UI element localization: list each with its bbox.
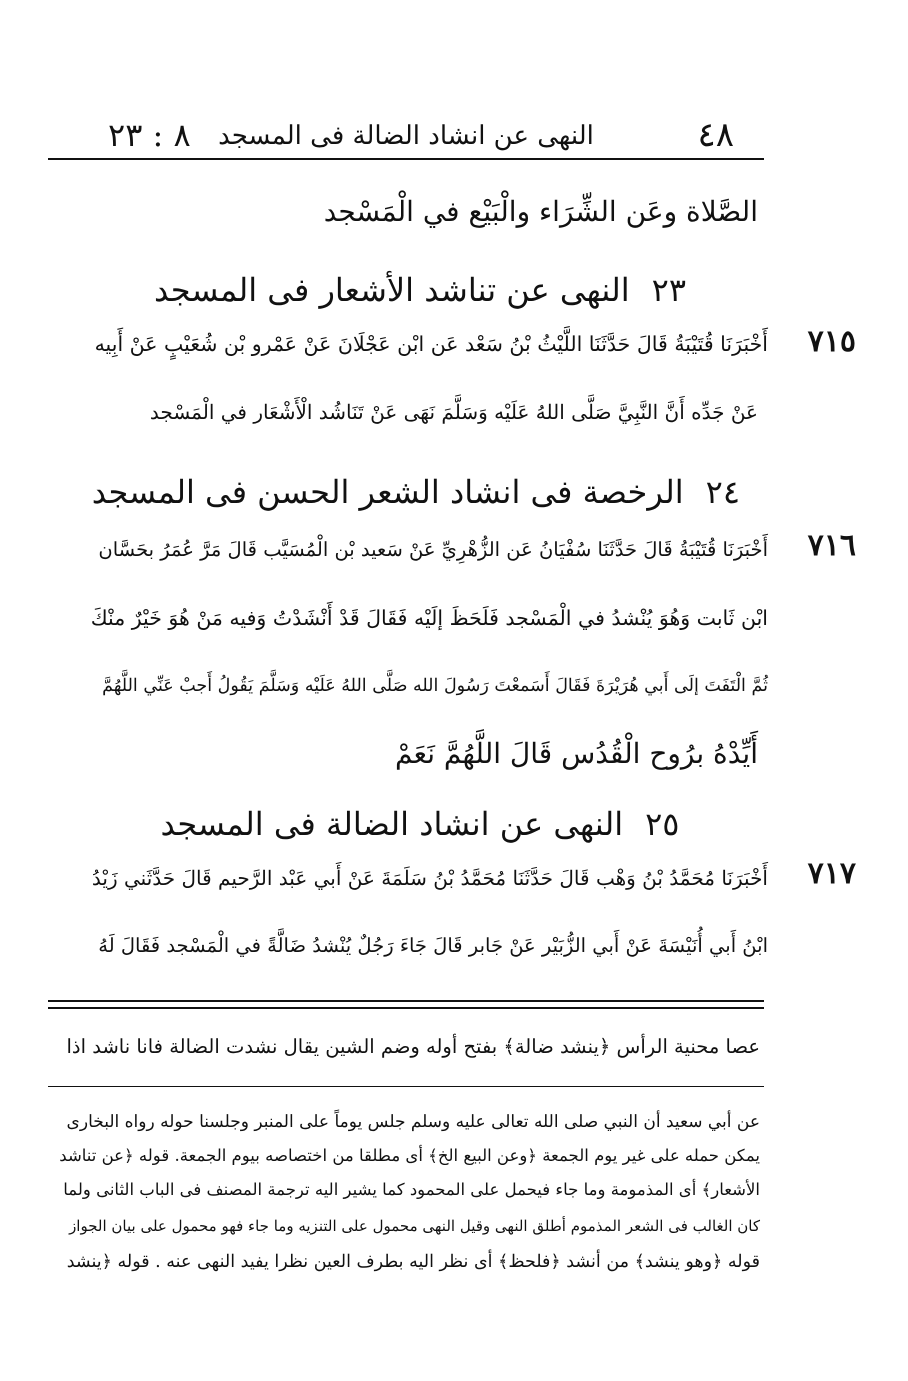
hadith-716-line-1: أَخْبَرَنَا قُتَيْبَةُ قَالَ حَدَّثَنَا سُفْيَانُ عَن الزُّهْرِيِّ عَنْ سَعيد بْن الْمُسَيَّب قَالَ مَرَّ عُمَرُ بحَسَّان <box>98 538 768 561</box>
chapter-number: ٢٤ <box>705 473 740 511</box>
commentary-line-4: كان الغالب فى الشعر المذموم أطلق النهى وقيل النهى محمول على التنزيه وما جاء فهو محمول على بيان الجواز <box>69 1217 760 1235</box>
hadith-number-717: ٧١٧ <box>807 856 856 891</box>
running-title: النهى عن انشاد الضالة فى المسجد <box>218 121 594 151</box>
footnote-divider-top <box>48 1000 764 1002</box>
chapter-number: ٢٣ <box>651 271 687 309</box>
hadith-number-716: ٧١٦ <box>807 528 856 563</box>
chapter-heading-23 <box>100 264 740 316</box>
hadith-716-line-3: ثُمَّ الْتَفَتَ إلَى أَبي هُرَيْرَةَ فَقَالَ أَسَمعْتَ رَسُولَ الله صَلَّى اللهُ عَلَيْه وَسَلَّمَ يَقُولُ أَجبْ عَنِّي اللَّهُمَّ <box>102 676 768 696</box>
footnote-carryover: عصا محنية الرأس ﴿ينشد ضالة﴾ بفتح أوله وضم الشين يقال نشدت الضالة فانا ناشد اذا <box>66 1035 760 1058</box>
commentary-rule <box>48 1086 764 1087</box>
hadith-717-line-1: أَخْبَرَنَا مُحَمَّدُ بْنُ وَهْب قَالَ حَدَّثَنَا مُحَمَّدُ بْنُ سَلَمَةَ عَنْ أَبي عَبْد الرَّحيم قَالَ حَدَّثَني زَيْدُ <box>91 866 768 890</box>
chapter-number: ٢٥ <box>645 805 680 843</box>
intro-line: الصَّلاة وعَن الشِّرَاء والْبَيْع في الْمَسْجد <box>323 195 758 228</box>
running-header <box>48 112 764 158</box>
footnote-divider-bottom <box>48 1007 764 1009</box>
hadith-number-715: ٧١٥ <box>807 324 856 359</box>
chapter-heading-25 <box>100 798 740 850</box>
commentary-line-1: عن أبي سعيد أن النبي صلى الله تعالى عليه وسلم جلس يوماً على المنبر وجلسنا حوله رواه البخارى <box>66 1112 760 1132</box>
chapter-title: الرخصة فى انشاد الشعر الحسن فى المسجد <box>91 473 684 511</box>
chapter-title: النهى عن انشاد الضالة فى المسجد <box>160 805 624 843</box>
hadith-716-line-4: أَيِّدْهُ برُوح الْقُدُس قَالَ اللَّهُمَّ نَعَمْ <box>395 737 758 770</box>
hadith-715-line-1: أَخْبَرَنَا قُتَيْبَةُ قَالَ حَدَّثَنَا اللَّيْثُ بْنُ سَعْد عَن ابْن عَجْلَانَ عَنْ عَمْرو بْن شُعَيْبٍ عَنْ أَبِيه <box>94 332 768 356</box>
commentary-line-3: الأشعار﴾ أى المذمومة وما جاء فيحمل على المحمود كما يشير اليه ترجمة المصنف فى الباب الثانى ولما <box>63 1180 760 1199</box>
chapter-heading-24 <box>91 466 740 518</box>
chapter-reference: ٨ : ٢٣ <box>108 116 191 154</box>
header-rule <box>48 158 764 160</box>
page-number: ٤٨ <box>697 115 734 155</box>
commentary-line-2: يمكن حمله على غير يوم الجمعة ﴿وعن البيع الخ﴾ أى مطلقا من اختصاصه بيوم الجمعة. قوله ﴿عن تناشد <box>59 1146 760 1165</box>
hadith-715-line-2: عَنْ جَدِّه أَنَّ النَّبِيَّ صَلَّى اللهُ عَلَيْه وَسَلَّمَ نَهَى عَنْ تَنَاشُد الْأَشْعَار في الْمَسْجد <box>149 400 758 424</box>
hadith-716-line-2: ابْن ثَابت وَهُوَ يُنْشدُ في الْمَسْجد فَلَحَظَ إلَيْه فَقَالَ قَدْ أَنْشَدْتُ وَفيه مَنْ هُوَ خَيْرٌ منْكَ <box>90 606 768 630</box>
hadith-717-line-2: ابْنُ أَبي أُنَيْسَةَ عَنْ أَبي الزُّبَيْر عَنْ جَابر قَالَ جَاءَ رَجُلٌ يُنْشدُ ضَالَّةً في الْمَسْجد فَقَالَ لَهُ <box>98 934 768 957</box>
chapter-title: النهى عن تناشد الأشعار فى المسجد <box>153 271 630 309</box>
commentary-line-5: قوله ﴿وهو ينشد﴾ من أنشد ﴿فلحظ﴾ أى نظر اليه بطرف العين نظرا يفيد النهى عنه . قوله ﴿ينشد <box>66 1252 760 1272</box>
